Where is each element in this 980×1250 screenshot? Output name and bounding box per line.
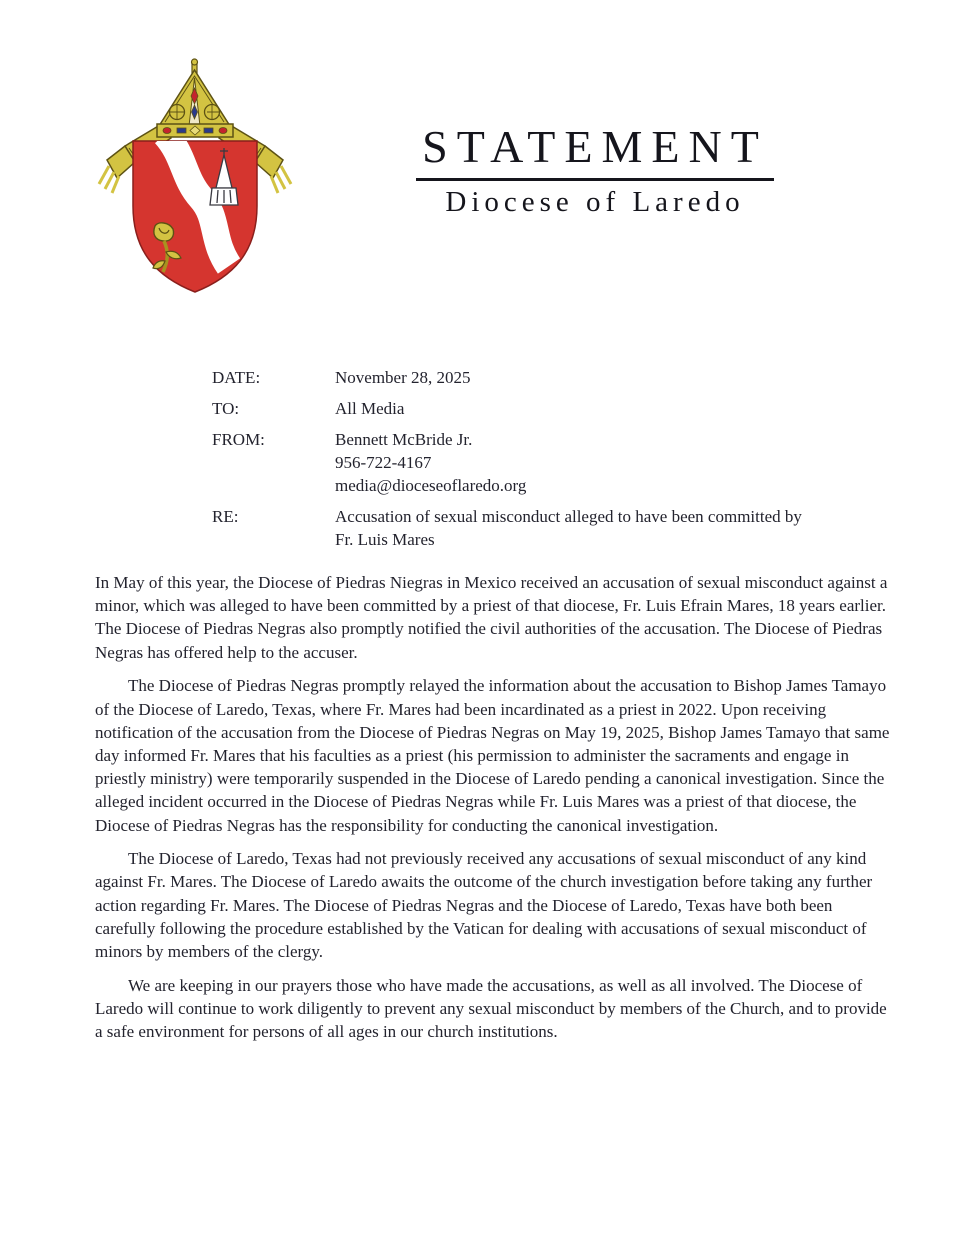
body-paragraph-3: The Diocese of Laredo, Texas had not previously received any accusations of sexual misconduct of any kind against Fr. Mares. The Diocese of Laredo awaits the outcome of the church investigation before taking any further action regarding Fr. Mares. The Diocese of Piedras Negras and the Diocese of Laredo, Texas have both been carefully following the procedure established by the Vatican for dealing with accusations of sexual misconduct of minors by members of the clergy. bbox=[95, 849, 873, 962]
memo-label-re: RE: bbox=[212, 507, 239, 526]
body-paragraph-1: In May of this year, the Diocese of Piedras Niegras in Mexico received an accusation of sexual misconduct against a minor, which was alleged to have been committed by a priest of that diocese, Fr. Luis Efrain Mares, 18 years earlier. The Diocese of Piedras Negras also promptly notified the civil authorities of the accusation. The Diocese of Piedras Negras has offered help to the accuser. bbox=[95, 573, 888, 662]
memo-row-from bbox=[212, 428, 892, 497]
memo-label-to: TO: bbox=[212, 399, 240, 418]
contact-email: media@dioceseoflaredo.org bbox=[335, 476, 527, 495]
contact-phone: 956-722-4167 bbox=[335, 453, 432, 472]
memo-value-line: Fr. Luis Mares bbox=[335, 530, 435, 549]
memo-value-line: All Media bbox=[335, 399, 405, 418]
memo-label-date: DATE: bbox=[212, 368, 261, 387]
memo-value-re bbox=[335, 505, 892, 551]
memo-value-from bbox=[335, 428, 892, 497]
mitre-icon bbox=[157, 59, 233, 137]
body-paragraph-4: We are keeping in our prayers those who have made the accusations, as well as all involved. The Diocese of Laredo will continue to work diligently to prevent any sexual misconduct by members of the Church, and to provide a safe environment for persons of all ages in our church institutions. bbox=[95, 975, 887, 1042]
memo-value-line: Accusation of sexual misconduct alleged to have been committed by bbox=[335, 507, 802, 526]
title-block bbox=[400, 120, 790, 219]
memo-label-from: FROM: bbox=[212, 430, 265, 449]
page-title: STATEMENT bbox=[416, 120, 774, 181]
diocese-coat-of-arms-icon bbox=[95, 56, 295, 296]
memo-value-line: November 28, 2025 bbox=[335, 368, 471, 387]
shield-icon bbox=[133, 134, 257, 292]
contact-name: Bennett McBride Jr. bbox=[335, 430, 473, 449]
memo-row-date bbox=[212, 366, 892, 389]
statement-body bbox=[95, 571, 890, 1054]
memo-fields bbox=[212, 366, 892, 559]
memo-value-to bbox=[335, 397, 892, 420]
body-paragraph-2: The Diocese of Piedras Negras promptly relayed the information about the accusation to Bishop James Tamayo of the Diocese of Laredo, Texas, where Fr. Mares had been incardinated as a priest in 2022. Upon receiving notification of the accusation from the Diocese of Piedras Negras on May 19, 2025, Bishop James Tamayo that same day informed Fr. Mares that his faculties as a priest (his permission to administer the sacraments and engage in priestly ministry) were temporarily suspended in the Diocese of Laredo pending a canonical investigation. Since the alleged incident occurred in the Diocese of Piedras Negras while Fr. Luis Mares was a priest of that diocese, the Diocese of Piedras Negras has the responsibility for conducting the canonical investigation. bbox=[95, 676, 890, 835]
memo-row-to bbox=[212, 397, 892, 420]
memo-value-date bbox=[335, 366, 892, 389]
page-subtitle: Diocese of Laredo bbox=[445, 186, 745, 218]
memo-row-re bbox=[212, 505, 892, 551]
